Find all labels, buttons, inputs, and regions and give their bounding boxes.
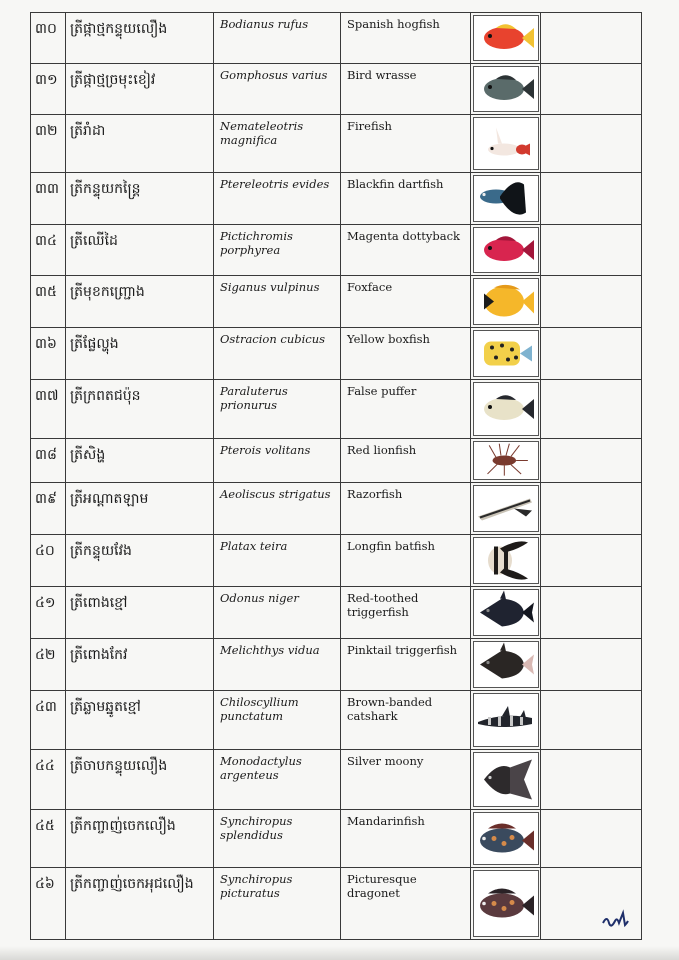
fish-photo-cell [471, 276, 541, 328]
row-number: ៤៦ [31, 868, 66, 940]
scientific-name: Chiloscyllium punctatum [214, 691, 341, 750]
english-name: Yellow boxfish [341, 328, 471, 380]
khmer-name: ត្រីកន្ទុយកន្ត្រៃ [66, 173, 214, 225]
fish-pinktail-triggerfish-icon [473, 641, 539, 688]
page-bottom-edge [0, 946, 679, 960]
fish-photo-cell [471, 64, 541, 115]
fish-photo-cell [471, 587, 541, 639]
khmer-name: ត្រីមុខកញ្ជ្រោង [66, 276, 214, 328]
fish-foxface-icon [473, 278, 539, 325]
row-number: ៣៤ [31, 225, 66, 276]
row-number: ៣៨ [31, 439, 66, 483]
table-row [31, 13, 642, 64]
khmer-name: ត្រីពោងកែវ [66, 639, 214, 691]
scientific-name: Siganus vulpinus [214, 276, 341, 328]
notes-cell [541, 115, 642, 173]
fish-photo-cell [471, 639, 541, 691]
fish-photo-cell [471, 173, 541, 225]
fish-photo-cell [471, 115, 541, 173]
notes-cell [541, 328, 642, 380]
fish-razorfish-icon [473, 485, 539, 532]
fish-yellow-boxfish-icon [473, 330, 539, 377]
row-number: ៣៩ [31, 483, 66, 535]
row-number: ៣៣ [31, 173, 66, 225]
scientific-name: Aeoliscus strigatus [214, 483, 341, 535]
scientific-name: Platax teira [214, 535, 341, 587]
row-number: ៤០ [31, 535, 66, 587]
notes-cell [541, 750, 642, 810]
notes-cell [541, 173, 642, 225]
row-number: ៣៦ [31, 328, 66, 380]
fish-photo-cell [471, 380, 541, 439]
fish-photo-cell [471, 439, 541, 483]
english-name: Mandarinfish [341, 810, 471, 868]
english-name: Longfin batfish [341, 535, 471, 587]
scientific-name: Bodianus rufus [214, 13, 341, 64]
khmer-name: ត្រីផ្កាថ្មច្រមុះខៀវ [66, 64, 214, 115]
notes-cell [541, 483, 642, 535]
table-row [31, 225, 642, 276]
scientific-name: Monodactylus argenteus [214, 750, 341, 810]
scientific-name: Ptereleotris evides [214, 173, 341, 225]
english-name: Red-toothed triggerfish [341, 587, 471, 639]
fish-magenta-dottyback-icon [473, 227, 539, 273]
notes-cell [541, 535, 642, 587]
notes-cell [541, 380, 642, 439]
table-row [31, 380, 642, 439]
fish-photo-cell [471, 328, 541, 380]
scientific-name: Synchiropus picturatus [214, 868, 341, 940]
fish-picturesque-dragonet-icon [473, 870, 539, 937]
fish-bird-wrasse-icon [473, 66, 539, 112]
khmer-name: ត្រីរាំដា [66, 115, 214, 173]
notes-cell [541, 13, 642, 64]
scientific-name: Gomphosus varius [214, 64, 341, 115]
scientific-name: Paraluterus prionurus [214, 380, 341, 439]
english-name: Pinktail triggerfish [341, 639, 471, 691]
table-row [31, 173, 642, 225]
notes-cell [541, 225, 642, 276]
table-row [31, 868, 642, 940]
fish-blackfin-dartfish-icon [473, 175, 539, 222]
fish-brown-banded-catshark-icon [473, 693, 539, 747]
english-name: Red lionfish [341, 439, 471, 483]
table-row [31, 587, 642, 639]
row-number: ៣០ [31, 13, 66, 64]
khmer-name: ត្រីកញ្ចាញ់ចេកអុជលឿង [66, 868, 214, 940]
khmer-name: ត្រីក្រពតជប៉ុន [66, 380, 214, 439]
table-row [31, 328, 642, 380]
khmer-name: ត្រីផ្លែល្ហុង [66, 328, 214, 380]
fish-photo-cell [471, 810, 541, 868]
english-name: Magenta dottyback [341, 225, 471, 276]
scientific-name: Nemateleotris magnifica [214, 115, 341, 173]
scientific-name: Pterois volitans [214, 439, 341, 483]
notes-cell [541, 64, 642, 115]
notes-cell [541, 276, 642, 328]
scientific-name: Odonus niger [214, 587, 341, 639]
table-row [31, 439, 642, 483]
fish-false-puffer-icon [473, 382, 539, 436]
table-row [31, 115, 642, 173]
table-row [31, 535, 642, 587]
fish-species-table [30, 12, 642, 940]
row-number: ៤៤ [31, 750, 66, 810]
table-row [31, 64, 642, 115]
english-name: Bird wrasse [341, 64, 471, 115]
khmer-name: ត្រីចាបកន្ទុយលឿង [66, 750, 214, 810]
row-number: ៣១ [31, 64, 66, 115]
scientific-name: Ostracion cubicus [214, 328, 341, 380]
row-number: ៣២ [31, 115, 66, 173]
table-body [31, 13, 642, 940]
notes-cell [541, 439, 642, 483]
notes-cell [541, 691, 642, 750]
signature-mark [601, 909, 629, 933]
notes-cell [541, 639, 642, 691]
notes-cell [541, 587, 642, 639]
english-name: Spanish hogfish [341, 13, 471, 64]
khmer-name: ត្រីឆ្លាមឆ្នូតខ្មៅ [66, 691, 214, 750]
row-number: ៣៥ [31, 276, 66, 328]
english-name: Silver moony [341, 750, 471, 810]
fish-red-lionfish-icon [473, 441, 539, 480]
fish-photo-cell [471, 13, 541, 64]
fish-spanish-hogfish-icon [473, 15, 539, 61]
fish-silver-moony-icon [473, 752, 539, 807]
fish-mandarinfish-icon [473, 812, 539, 865]
khmer-name: ត្រីផ្កាថ្មកន្ទុយលឿង [66, 13, 214, 64]
row-number: ៤៥ [31, 810, 66, 868]
table-row [31, 750, 642, 810]
fish-photo-cell [471, 868, 541, 940]
row-number: ៤១ [31, 587, 66, 639]
scientific-name: Melichthys vidua [214, 639, 341, 691]
notes-cell [541, 868, 642, 940]
notes-cell [541, 810, 642, 868]
table-row [31, 810, 642, 868]
fish-photo-cell [471, 535, 541, 587]
fish-photo-cell [471, 750, 541, 810]
table-row [31, 276, 642, 328]
english-name: Brown-banded catshark [341, 691, 471, 750]
english-name: Foxface [341, 276, 471, 328]
fish-photo-cell [471, 225, 541, 276]
fish-longfin-batfish-icon [473, 537, 539, 584]
row-number: ៣៧ [31, 380, 66, 439]
table-row [31, 691, 642, 750]
row-number: ៤៣ [31, 691, 66, 750]
fish-red-toothed-triggerfish-icon [473, 589, 539, 636]
khmer-name: ត្រីអណ្ដាតឡាម [66, 483, 214, 535]
english-name: Razorfish [341, 483, 471, 535]
khmer-name: ត្រីកន្ទុយវែង [66, 535, 214, 587]
scientific-name: Synchiropus splendidus [214, 810, 341, 868]
fish-firefish-icon [473, 117, 539, 170]
table-row [31, 639, 642, 691]
english-name: Picturesque dragonet [341, 868, 471, 940]
fish-photo-cell [471, 483, 541, 535]
fish-photo-cell [471, 691, 541, 750]
table-row [31, 483, 642, 535]
english-name: False puffer [341, 380, 471, 439]
khmer-name: ត្រីកញ្ចាញ់ចេកលឿង [66, 810, 214, 868]
english-name: Firefish [341, 115, 471, 173]
khmer-name: ត្រីសិង្ហ [66, 439, 214, 483]
khmer-name: ត្រីឈើដៃ [66, 225, 214, 276]
khmer-name: ត្រីពោងខ្មៅ [66, 587, 214, 639]
english-name: Blackfin dartfish [341, 173, 471, 225]
scientific-name: Pictichromis porphyrea [214, 225, 341, 276]
row-number: ៤២ [31, 639, 66, 691]
